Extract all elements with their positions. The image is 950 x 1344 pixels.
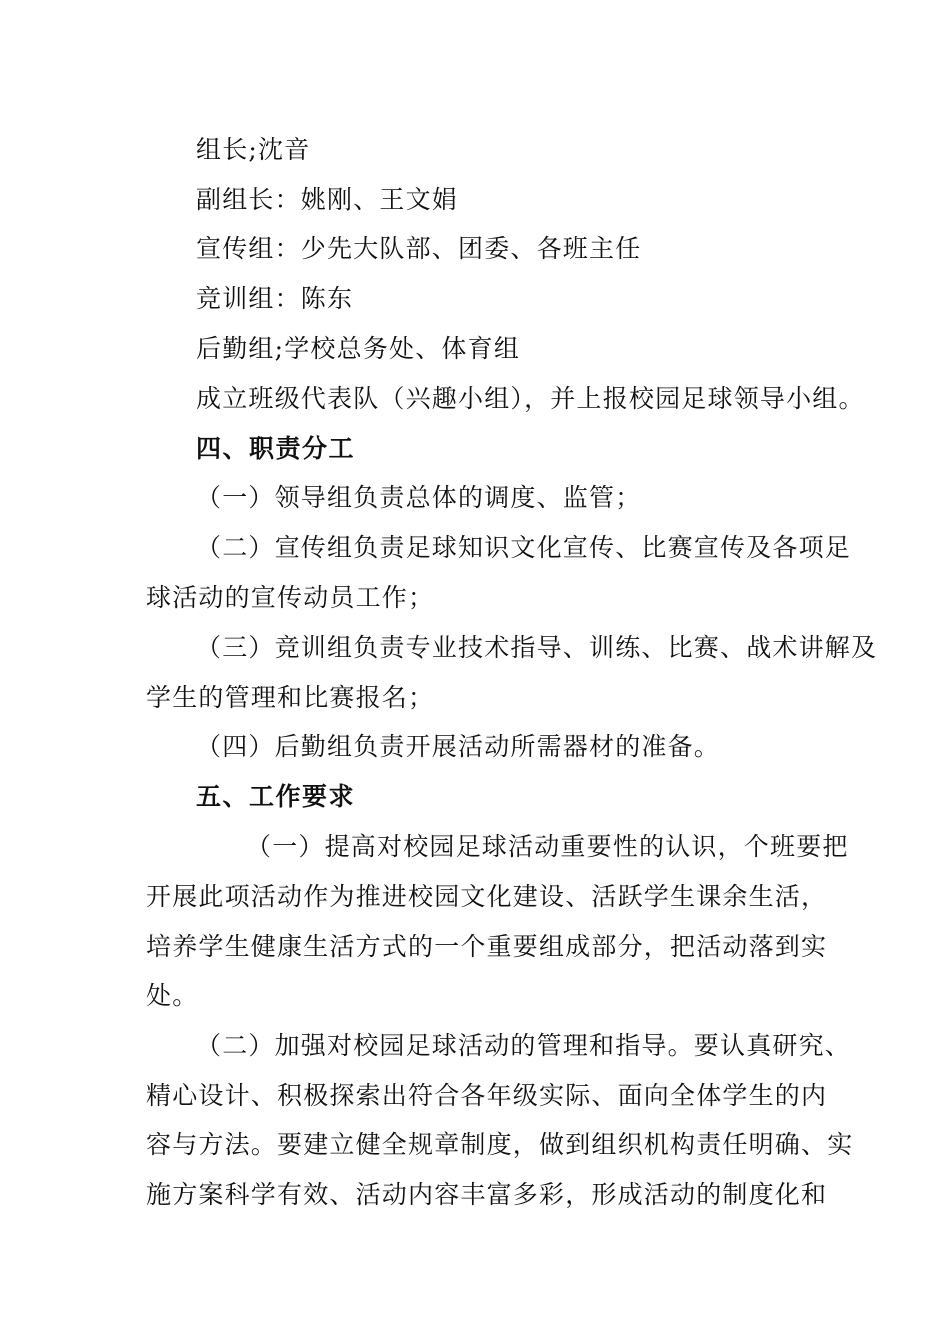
- duty-item-2-line-1: （二）宣传组负责足球知识文化宣传、比赛宣传及各项足: [196, 533, 852, 562]
- requirement-2-line-4: 施方案科学有效、活动内容丰富多彩，形成活动的制度化和: [146, 1180, 828, 1209]
- duty-item-4: （四）后勤组负责开展活动所需器材的准备。: [196, 732, 721, 761]
- requirement-2-line-2: 精心设计、积极探索出符合各年级实际、面向全体学生的内: [146, 1081, 828, 1110]
- requirement-1-line-3: 培养学生健康生活方式的一个重要组成部分，把活动落到实: [146, 932, 828, 961]
- section-heading-duties: 四、职责分工: [196, 434, 356, 463]
- duty-item-3-line-1: （三）竞训组负责专业技术指导、训练、比赛、战术讲解及: [196, 633, 878, 662]
- class-team-line: 成立班级代表队（兴趣小组），并上报校园足球领导小组。: [196, 384, 865, 413]
- section-heading-requirements: 五、工作要求: [196, 782, 356, 811]
- vice-leader-line: 副组长：姚刚、王文娟: [196, 185, 459, 214]
- logistics-group-line: 后勤组;学校总务处、体育组: [196, 334, 521, 363]
- requirement-2-line-3: 容与方法。要建立健全规章制度，做到组织机构责任明确、实: [146, 1130, 854, 1159]
- requirement-1-line-1: （一）提高对校园足球活动重要性的认识，个班要把: [246, 832, 849, 861]
- duty-item-3-line-2: 学生的管理和比赛报名；: [146, 683, 435, 712]
- publicity-group-line: 宣传组：少先大队部、团委、各班主任: [196, 234, 642, 263]
- requirement-1-line-4: 处。: [146, 981, 199, 1010]
- duty-item-2-line-2: 球活动的宣传动员工作；: [146, 583, 435, 612]
- training-group-line: 竞训组：陈东: [196, 284, 354, 313]
- requirement-2-line-1: （二）加强对校园足球活动的管理和指导。要认真研究、: [196, 1031, 852, 1060]
- leader-line: 组长;沈音: [196, 135, 311, 164]
- duty-item-1: （一）领导组负责总体的调度、监管；: [196, 483, 642, 512]
- requirement-1-line-2: 开展此项活动作为推进校园文化建设、活跃学生课余生活，: [146, 882, 828, 911]
